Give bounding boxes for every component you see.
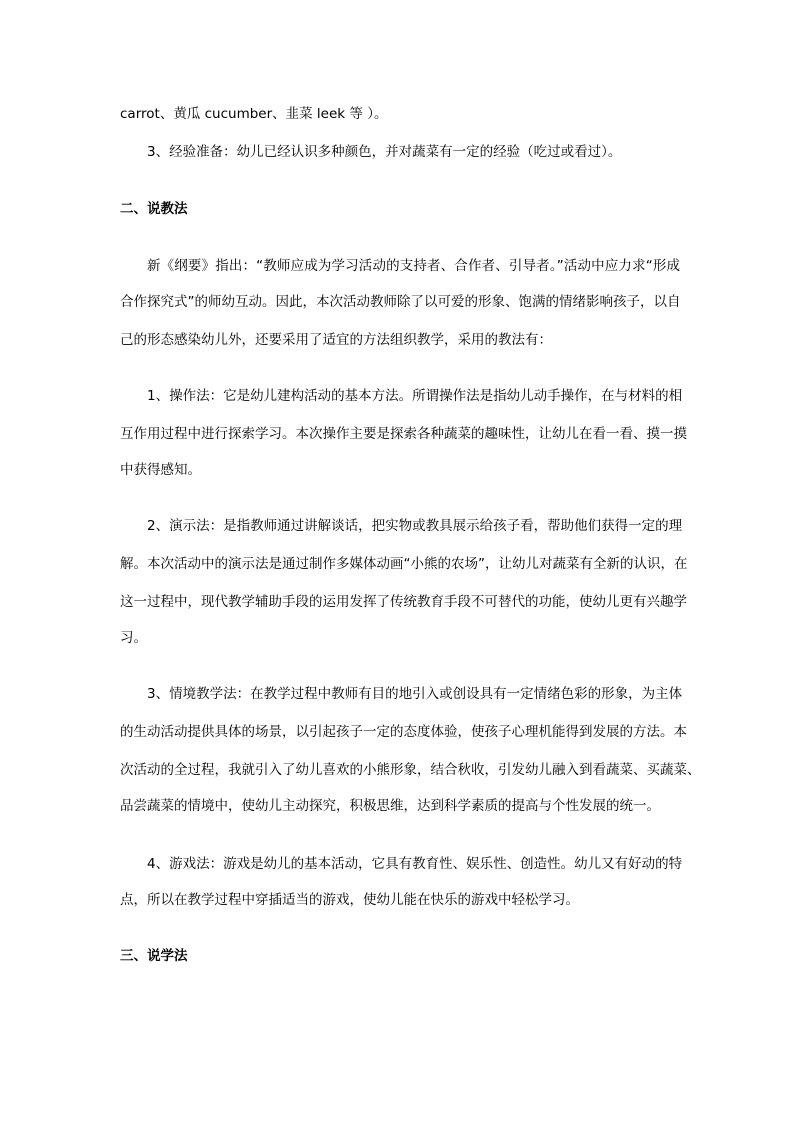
text-line: 解。本次活动中的演示法是通过制作多媒体动画“小熊的农场”，让幼儿对蔬菜有全新的认识，在: [120, 556, 688, 572]
text-line: 2、演示法：是指教师通过讲解谈话，把实物或教具展示给孩子看，帮助他们获得一定的理: [147, 518, 683, 534]
text-line: 3、情境教学法：在教学过程中教师有目的地引入或创设具有一定情绪色彩的形象，为主体: [147, 686, 683, 702]
text-line: 次活动的全过程，我就引入了幼儿喜欢的小熊形象，结合秋收，引发幼儿融入到看蔬菜、买蔬菜、: [120, 762, 701, 778]
text-line: 4、游戏法：游戏是幼儿的基本活动，它具有教育性、娱乐性、创造性。幼儿又有好动的特: [147, 856, 683, 872]
text-line: 点，所以在教学过程中穿插适当的游戏，使幼儿能在快乐的游戏中轻松学习。: [120, 892, 579, 908]
text-line: 这一过程中，现代教学辅助手段的运用发挥了传统教育手段不可替代的功能，使幼儿更有兴趣学: [120, 594, 687, 610]
section-heading: 二、说教法: [120, 201, 188, 217]
section-heading: 三、说学法: [120, 948, 188, 964]
text-line: 的生动活动提供具体的场景，以引起孩子一定的态度体验，使孩子心理机能得到发展的方法。本: [120, 724, 687, 740]
text-line: 己的形态感染幼儿外，还要采用了适宜的方法组织教学，采用的教法有：: [120, 332, 552, 348]
text-line: 中获得感知。: [120, 462, 201, 478]
text-line: 3、经验准备：幼儿已经认识多种颜色，并对蔬菜有一定的经验（吃过或看过）。: [147, 144, 622, 160]
text-line: carrot、黄瓜 cucumber、韭菜 leek 等 ）。: [120, 106, 388, 122]
text-line: 合作探究式”的师幼互动。因此，本次活动教师除了以可爱的形象、饱满的情绪影响孩子，以自: [120, 294, 681, 310]
text-line: 习。: [120, 630, 147, 646]
text-line: 品尝蔬菜的情境中，使幼儿主动探究，积极思维，达到科学素质的提高与个性发展的统一。: [120, 798, 660, 814]
text-line: 新《纲要》指出：“教师应成为学习活动的支持者、合作者、引导者。”活动中应力求“形成: [147, 258, 680, 274]
text-line: 1、操作法：它是幼儿建构活动的基本方法。所谓操作法是指幼儿动手操作，在与材料的相: [147, 388, 683, 404]
text-line: 互作用过程中进行探索学习。本次操作主要是探索各种蔬菜的趣味性，让幼儿在看一看、摸一摸: [120, 426, 687, 442]
